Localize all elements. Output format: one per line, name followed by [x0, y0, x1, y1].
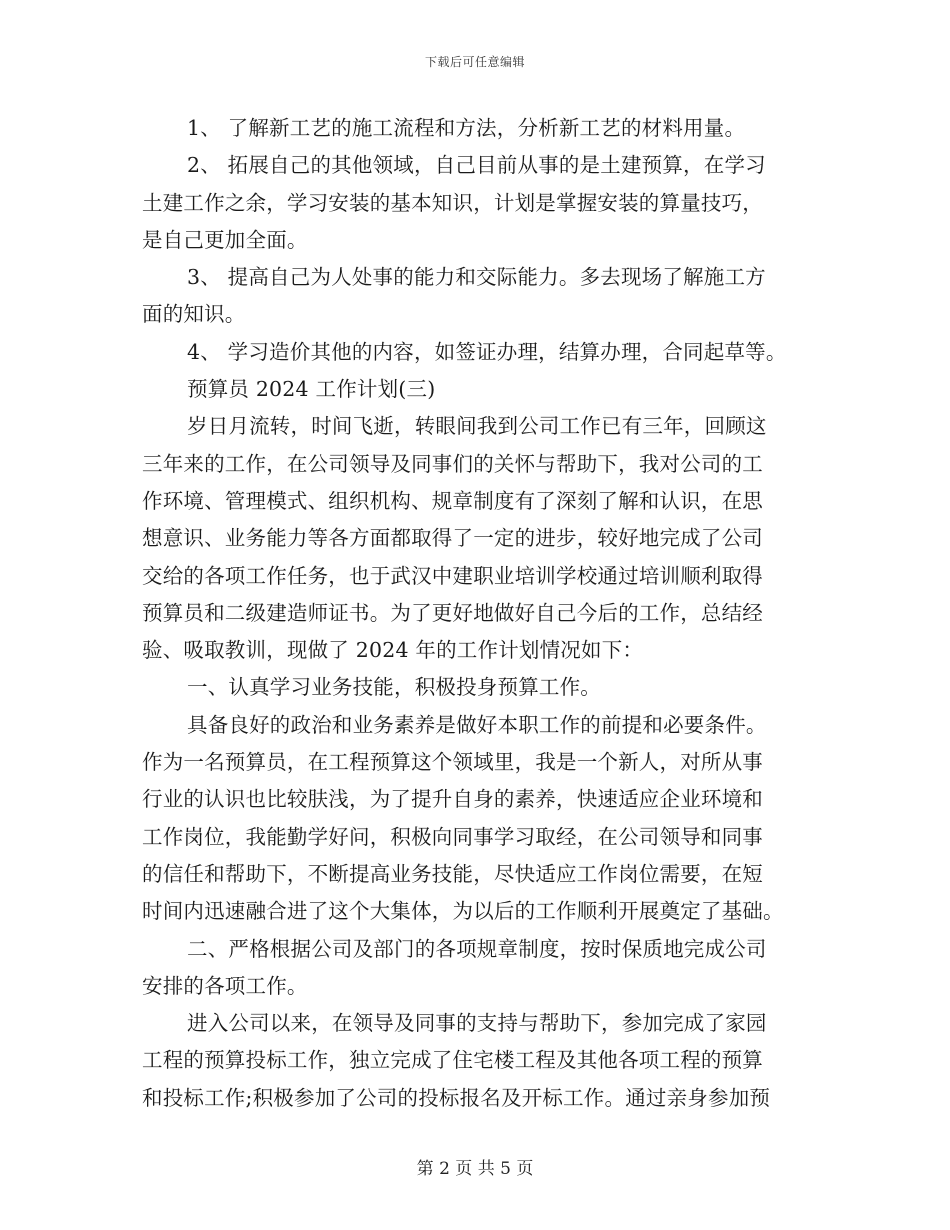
text-line: 二、严格根据公司及部门的各项规章制度，按时保质地完成公司 [187, 936, 767, 961]
page-header: 下载后可任意编辑 [424, 55, 525, 69]
text-line: 工作岗位，我能勤学好问，积极向同事学习取经，在公司领导和同事 [142, 824, 763, 849]
text-line: 三年来的工作，在公司领导及同事们的关怀与帮助下，我对公司的工 [142, 451, 763, 476]
text-line: 是自己更加全面。 [142, 227, 308, 252]
text-line: 行业的认识也比较肤浅，为了提升自身的素养，快速适应企业环境和 [142, 787, 763, 812]
text-line: 预算员 2024 工作计划(三) [187, 377, 436, 402]
text-line: 安排的各项工作。 [142, 973, 308, 998]
text-line: 4、 学习造价其他的内容，如签证办理，结算办理，合同起草等。 [187, 339, 787, 364]
text-line: 验、吸取教训，现做了 2024 年的工作计划情况如下： [142, 638, 644, 663]
text-line: 工程的预算投标工作，独立完成了住宅楼工程及其他各项工程的预算 [142, 1048, 763, 1073]
text-line: 一、认真学习业务技能，积极投身预算工作。 [187, 675, 601, 700]
text-line: 作环境、管理模式、组织机构、规章制度有了深刻了解和认识，在思 [142, 488, 763, 513]
document-body [142, 110, 812, 1117]
text-line: 进入公司以来，在领导及同事的支持与帮助下，参加完成了家园 [187, 1011, 767, 1036]
text-line: 土建工作之余，学习安装的基本知识，计划是掌握安装的算量技巧， [142, 190, 763, 215]
text-line: 具备良好的政治和业务素养是做好本职工作的前提和必要条件。 [187, 712, 767, 737]
text-line: 和投标工作;积极参加了公司的投标报名及开标工作。通过亲身参加预 [142, 1085, 771, 1110]
text-line: 2、 拓展自己的其他领域，自己目前从事的是土建预算，在学习 [187, 153, 766, 178]
text-line: 3、 提高自己为人处事的能力和交际能力。多去现场了解施工方 [187, 265, 766, 290]
page-footer: 第 2 页 共 5 页 [416, 1159, 534, 1179]
text-line: 的信任和帮助下，不断提高业务技能，尽快适应工作岗位需要，在短 [142, 861, 763, 886]
text-line: 岁日月流转，时间飞逝，转眼间我到公司工作已有三年，回顾这 [187, 414, 767, 439]
text-line: 作为一名预算员，在工程预算这个领域里，我是一个新人，对所从事 [142, 750, 763, 775]
text-line: 时间内迅速融合进了这个大集体，为以后的工作顺利开展奠定了基础。 [142, 899, 784, 924]
text-line: 面的知识。 [142, 302, 246, 327]
text-line: 1、 了解新工艺的施工流程和方法，分析新工艺的材料用量。 [187, 116, 746, 140]
text-line: 预算员和二级建造师证书。为了更好地做好自己今后的工作，总结经 [142, 600, 763, 625]
text-line: 想意识、业务能力等各方面都取得了一定的进步，较好地完成了公司 [142, 526, 763, 551]
text-line: 交给的各项工作任务，也于武汉中建职业培训学校通过培训顺利取得 [142, 563, 763, 588]
